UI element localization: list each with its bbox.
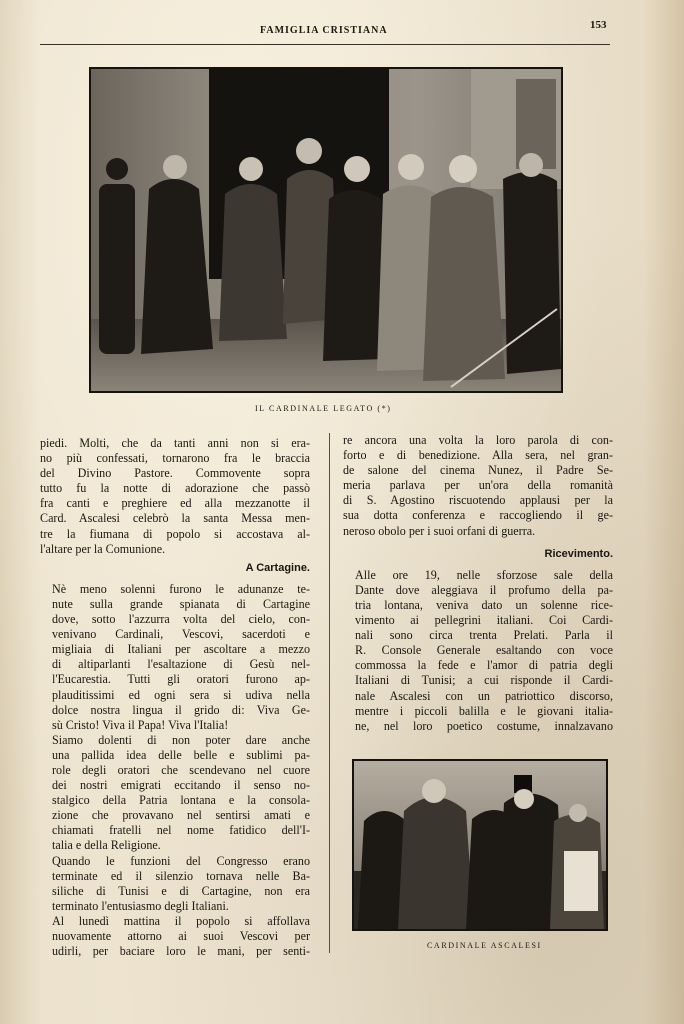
running-head: FAMIGLIA CRISTIANA	[260, 25, 388, 36]
section-heading: Ricevimento.	[544, 547, 613, 560]
text-line: commossa la fede e l'amor di patria degli	[355, 658, 613, 673]
left-text-column	[40, 436, 310, 959]
text-line: terminato l'entusiasmo degli Italiani.	[52, 898, 229, 913]
text-line: dei nostri emigrati eccitando il senso no-	[52, 778, 310, 793]
text-line: di S. Agostino riscuotendo applausi per la	[343, 493, 613, 508]
text-line: tre la fiumana di popolo si accostava al-	[40, 526, 310, 541]
text-line: de salone del cinema Nunez, il Padre Se-	[343, 463, 613, 478]
text-line: neroso obolo per i suoi orfani di guerra.	[343, 523, 536, 538]
text-line: terminate ed il silenzio tornava nelle Ba-	[52, 868, 310, 883]
right-text-column	[343, 433, 613, 734]
text-line: role degli oratori che scendevano nel cuore	[52, 762, 310, 777]
paragraph	[40, 582, 310, 733]
header-rule	[40, 44, 610, 45]
text-line: tutto fu la notte di adorazione che passò	[40, 481, 310, 496]
text-line: una pallida idea delle belle e sublimi pa-	[52, 747, 310, 762]
text-line: fra canti e preghiere ed alla mezzanotte il	[40, 496, 310, 511]
text-line: plauditissimi ed ogni sera si udiva nella	[52, 687, 310, 702]
text-line: Alle ore 19, nelle sforzose sale della	[355, 567, 613, 582]
paragraph	[343, 433, 613, 539]
text-line: mentre i piccoli balilla e le giovani italia-	[355, 703, 613, 718]
text-line: migliaia di Italiani per ascoltare a mezzo	[52, 642, 310, 657]
text-line: Nè meno solenni furono le adunanze te-	[52, 581, 310, 596]
paragraph	[40, 436, 310, 557]
cardinal-legate-photo	[89, 67, 563, 393]
text-line: udirli, per baciare loro le mani, per senti-	[52, 944, 310, 959]
text-line: Al lunedì mattina il popolo si affollava	[52, 913, 310, 928]
text-line: ne, nel loro poetico costume, innalzavano	[355, 718, 613, 733]
text-line: l'altare per la Comunione.	[40, 541, 166, 556]
text-line: nuovamente attorno ai suoi Vescovi per	[52, 929, 310, 943]
paragraph	[343, 568, 613, 734]
paragraph	[40, 854, 310, 914]
text-line: no più confessati, tornarono fra le braccia	[40, 451, 310, 466]
text-line: di altiparlanti l'esaltazione di Gesù nel-	[52, 657, 310, 672]
column-divider	[329, 433, 330, 953]
text-line: nute sulla grande spianata di Cartagine	[52, 596, 310, 611]
section-heading: A Cartagine.	[245, 561, 310, 574]
text-line: meria parlava per un'ora della romanità	[343, 478, 613, 493]
text-line: Card. Ascalesi celebrò la santa Messa men-	[40, 511, 310, 526]
text-line: del Divino Pastore. Commovente sopra	[40, 466, 310, 481]
bottom-photo-caption: CARDINALE ASCALESI	[427, 941, 542, 950]
text-line: stalgico della Patria lontana e la consola-	[52, 793, 310, 808]
text-line: chiamati fratelli nel nome fatidico dell'I-	[52, 823, 310, 838]
cardinal-ascalesi-photo	[352, 759, 608, 931]
text-line: tria lontana, veniva dato un solenne rice-	[355, 597, 613, 612]
text-line: dove, sotto l'azzurra volta del cielo, con-	[52, 612, 310, 627]
text-line: R. Console Generale esaltando con voce	[355, 643, 613, 658]
text-line: zione che provavano nel sentirsi amati e	[52, 808, 310, 823]
page-number: 153	[590, 19, 607, 31]
paragraph	[40, 914, 310, 959]
text-line: siliche di Tunisi e di Cartagine, non era	[52, 883, 310, 898]
text-line: nale Ascalesi con un patriottico discorso,	[355, 688, 613, 703]
text-line: Italiani di Tunisi; a cui risponde il Cardi-	[355, 673, 613, 688]
paragraph	[40, 733, 310, 854]
text-line: Siamo dolenti di non poter dare anche	[52, 732, 310, 747]
text-line: dolce nostra lingua il grido di: Viva Ge-	[52, 702, 310, 717]
text-line: nali sono circa trenta Prelati. Parla il	[355, 628, 613, 643]
text-line: sua dotta conferenza e raccogliendo il ge-	[343, 508, 613, 523]
text-line: forto e di benedizione. Alla sera, nel gran-	[343, 448, 613, 463]
text-line: Quando le funzioni del Congresso erano	[52, 853, 310, 868]
text-line: piedi. Molti, che da tanti anni non si era-	[40, 436, 310, 450]
text-line: talia e della Religione.	[52, 838, 161, 853]
text-line: l'Eucarestia. Tutti gli oratori furono ap-	[52, 672, 310, 687]
top-photo-caption: IL CARDINALE LEGATO (*)	[255, 404, 392, 413]
text-line: venivano Cardinali, Vescovi, sacerdoti e	[52, 627, 310, 642]
text-line: sù Cristo! Viva il Papa! Viva l'Italia!	[52, 717, 229, 732]
text-line: Dante dove aleggiava il profumo della pa-	[355, 582, 613, 597]
text-line: re ancora una volta la loro parola di con-	[343, 433, 613, 447]
text-line: vimento ai pellegrini italiani. Coi Cardi-	[355, 613, 613, 628]
